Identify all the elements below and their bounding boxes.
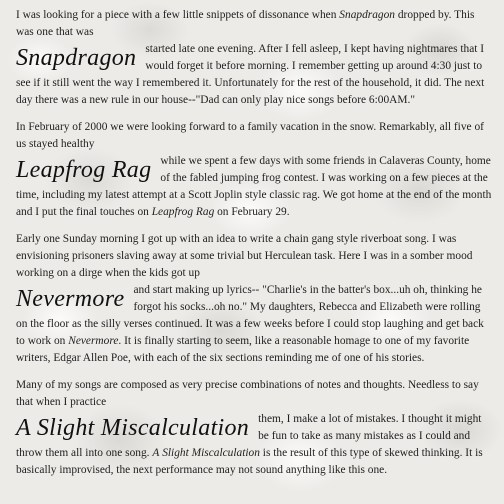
beside-line-1: and start making up lyrics-- "Charlie's in the batter's box...uh oh, thinking he forgot his (133, 284, 482, 313)
after-text-end: is the result of this type of skewed thinking. It is basically improvised, the next performance may not sound anything like this one. (16, 447, 483, 476)
section-lead (16, 7, 494, 41)
section-lead (16, 377, 494, 411)
lead-text: I was looking for a piece with a few little snippets of dissonance when (16, 9, 340, 21)
after-text-end: on February 29. (214, 206, 290, 218)
section-a-slight-miscalculation (16, 377, 494, 479)
beside-line-2: jumping frog contest. I was working on a few pieces at the time, including my latest (16, 172, 488, 201)
section-snapdragon (16, 7, 494, 109)
after-text: remembered it. Unfortunately for the rest of the household, it did. The next day there was a new rule in our house--"Dad can only play nice songs before 6:00AM." (16, 77, 485, 106)
section-lead (16, 119, 494, 153)
inline-song-title: Leapfrog Rag (151, 206, 215, 218)
after-text: attempt at a Scott Joplin style classic rag. We got home at the end of the month and I put the final touches on (16, 189, 492, 218)
after-text: verses continued. It was a few weeks before I could stop laughing and get back to work on (16, 318, 484, 347)
beside-line-1: while we spent a few days with some friends in Calaveras County, home of the fabled (160, 155, 491, 184)
section-leapfrog-rag (16, 119, 494, 221)
beside-line-2: socks...oh no." My daughters, Rebecca and Elizabeth were rolling on the floor as the silly (16, 301, 481, 330)
inline-song-title: Slight Miscalculation (162, 447, 260, 459)
section-lead (16, 231, 494, 282)
song-title: Snapdragon (16, 45, 137, 71)
song-title: Nevermore (16, 286, 125, 312)
section-nevermore (16, 231, 494, 367)
inline-song-title: Snapdragon (339, 9, 395, 21)
lead-text-rest: dropped by. This was one that was (16, 9, 475, 38)
beside-line-1: started late one evening. After I fell asleep, I kept having nightmares that I would forget it (145, 43, 485, 72)
song-title: Leapfrog Rag (16, 157, 152, 183)
after-text-end: . It is finally starting to seem, like a reasonable homage to one of my favorite writers, Edgar Allen Poe, with each of the six sections reminding me of one of his stories. (16, 335, 470, 364)
beside-line-2: many mistakes as I could and throw them all into one song. (16, 430, 471, 459)
beside-line-2: before morning. I remember getting up around 4:30 just to see if it still went the way I (16, 60, 483, 89)
lead-text: Early one Sunday morning I got up with an idea to write a chain gang style riverboat song. I was envisioning prisoners slaving away at some trivial but Herculean task. Here I was in a somber mood working on a dirge when the kids got up (16, 233, 473, 279)
lead-text: In February of 2000 we were looking forward to a family vacation in the snow. Remarkably, all five of us stayed healthy (16, 121, 484, 150)
inline-song-title-start: A (152, 447, 160, 459)
beside-line-1: them, I make a lot of mistakes. I thought it might be fun to take as (258, 413, 482, 442)
lead-text: Many of my songs are composed as very precise combinations of notes and thoughts. Needless to say that when I practice (16, 379, 479, 408)
song-title: A Slight Miscalculation (16, 415, 250, 441)
inline-song-title: Nevermore (68, 335, 119, 347)
